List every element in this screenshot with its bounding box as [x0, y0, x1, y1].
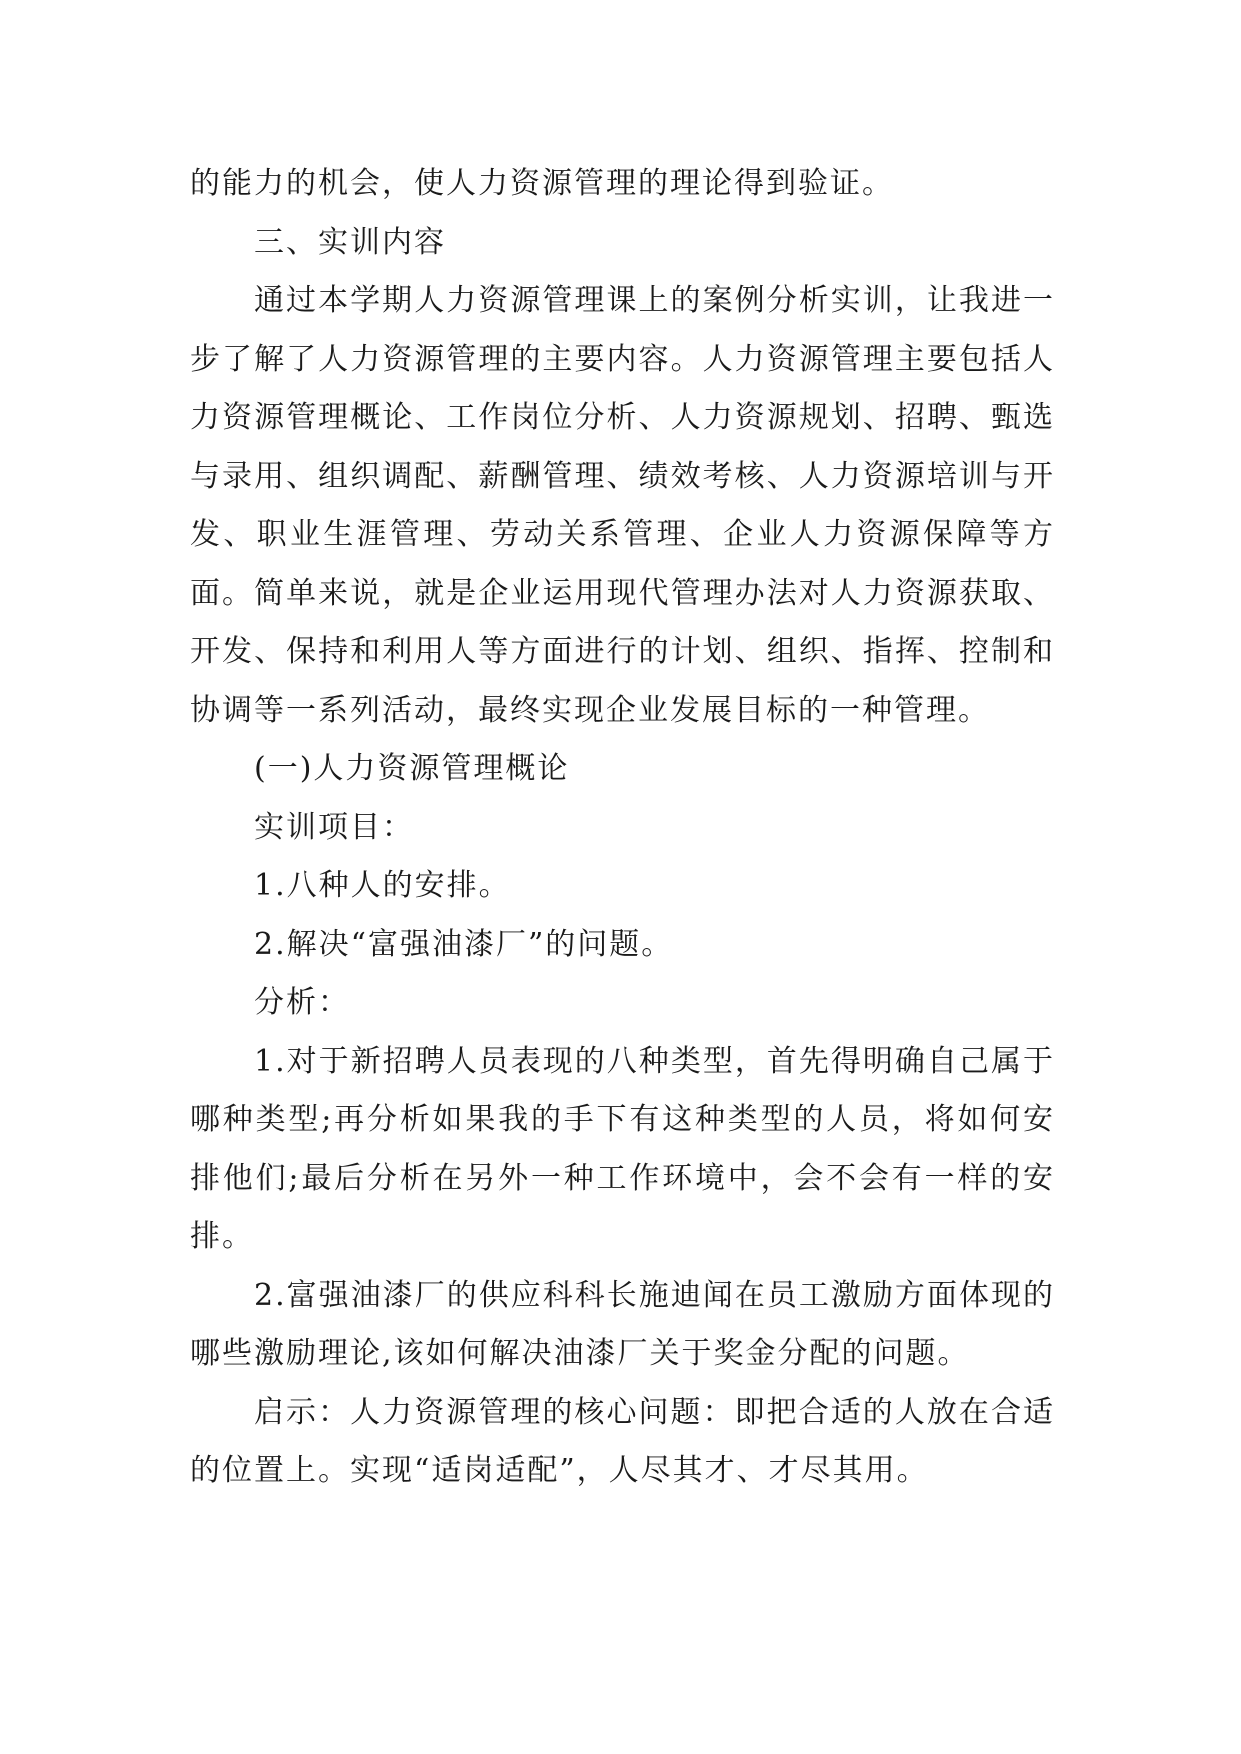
- paragraph-insight: 启示：人力资源管理的核心问题：即把合适的人放在合适的位置上。实现“适岗适配”，人尽其才、才尽其用。: [190, 1394, 1055, 1488]
- list-item-1: 1.八种人的安排。: [254, 868, 511, 903]
- paragraph-continuation: 的能力的机会，使人力资源管理的理论得到验证。: [190, 166, 894, 201]
- label-analysis: 分析：: [254, 985, 350, 1020]
- paragraph-overview: 通过本学期人力资源管理课上的案例分析实训，让我进一步了解了人力资源管理的主要内容。人力资源管理主要包括人力资源管理概论、工作岗位分析、人力资源规划、招聘、甄选与录用、组织调配、薪酬管理、绩效考核、人力资源培训与开发、职业生涯管理、劳动关系管理、企业人力资源保障等方面。简单来说，就是企业运用现代管理办法对人力资源获取、开发、保持和利用人等方面进行的计划、组织、指挥、控制和协调等一系列活动，最终实现企业发展目标的一种管理。: [190, 283, 1055, 728]
- document-body: [190, 155, 1055, 1501]
- label-training-items: 实训项目：: [254, 809, 414, 845]
- analysis-item-2: 2.富强油漆厂的供应科科长施迪闻在员工激励方面体现的哪些激励理论,该如何解决油漆厂关于奖金分配的问题。: [190, 1277, 1055, 1371]
- section-heading-training-content: 三、实训内容: [254, 224, 446, 260]
- analysis-item-1: 1.对于新招聘人员表现的八种类型，首先得明确自己属于哪种类型;再分析如果我的手下有这种类型的人员，将如何安排他们;最后分析在另外一种工作环境中，会不会有一样的安排。: [190, 1043, 1055, 1254]
- list-item-2: 2.解决“富强油漆厂”的问题。: [254, 926, 674, 962]
- subsection-heading-hr-intro: (一)人力资源管理概论: [254, 751, 570, 786]
